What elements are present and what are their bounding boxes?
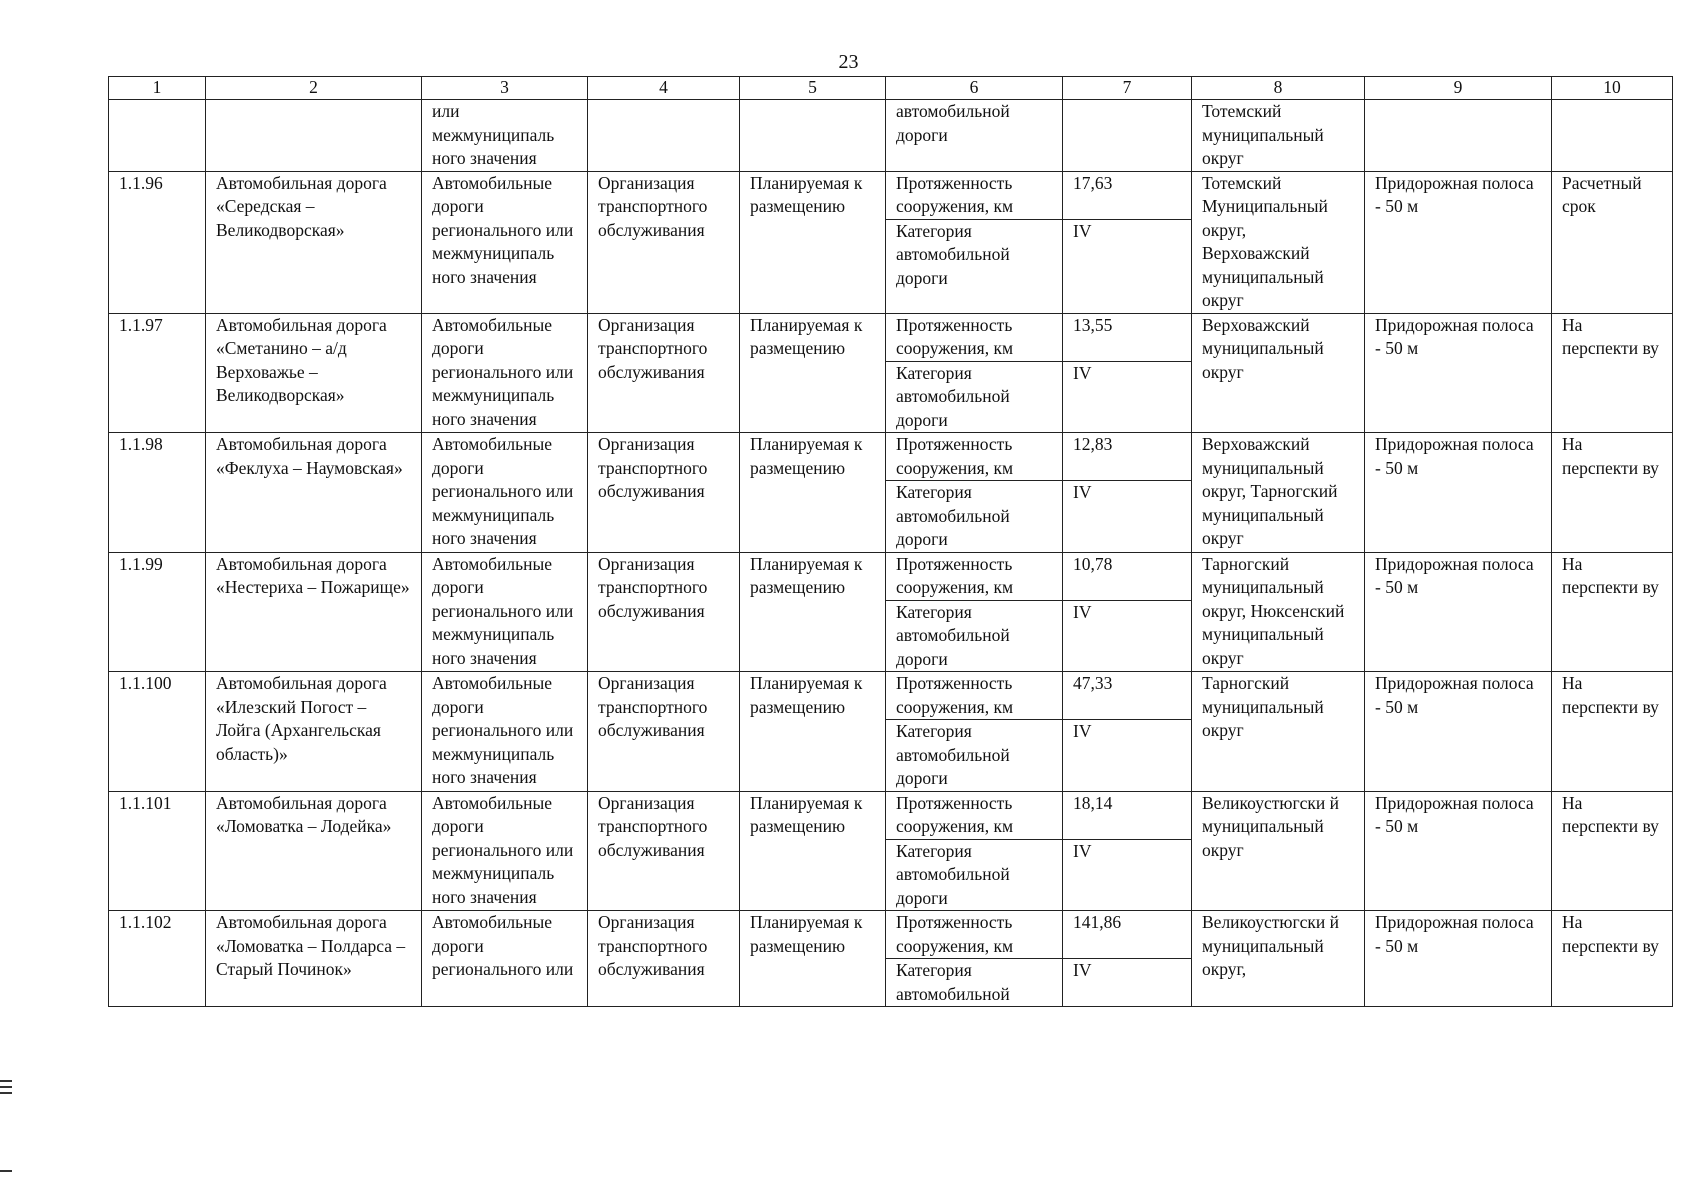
margin-mark	[0, 1170, 12, 1172]
row-number-cell: 1.1.101	[109, 791, 206, 911]
param-category-cell: Категория автомобильной дороги	[886, 219, 1063, 313]
object-name-cell: Автомобильная дорога «Середская – Великодворская»	[206, 171, 422, 313]
location-cell: Великоустюгски й муниципальный округ	[1192, 791, 1365, 911]
table-row	[109, 433, 1673, 481]
purpose-cell: Организация транспортного обслуживания	[588, 552, 740, 672]
object-type-cell: Автомобильные дороги регионального или межмуниципаль ного значения	[422, 672, 588, 792]
object-name-cell: Автомобильная дорога «Нестериха – Пожарище»	[206, 552, 422, 672]
value-category-cell: IV	[1063, 720, 1192, 792]
column-header-1: 1	[109, 77, 206, 100]
header-row	[109, 77, 1673, 100]
value-category-cell: IV	[1063, 481, 1192, 553]
location-cell: Великоустюгски й муниципальный округ,	[1192, 911, 1365, 1007]
param-length-cell: Протяженность сооружения, км	[886, 672, 1063, 720]
status-cell: Планируемая к размещению	[740, 672, 886, 792]
column-header-10: 10	[1552, 77, 1673, 100]
value-length-cell: 47,33	[1063, 672, 1192, 720]
object-type-cell: Автомобильные дороги регионального или межмуниципаль ного значения	[422, 791, 588, 911]
status-cell: Планируемая к размещению	[740, 313, 886, 433]
value-length-cell: 13,55	[1063, 313, 1192, 361]
object-name-cell: Автомобильная дорога «Ломоватка – Полдарса – Старый Починок»	[206, 911, 422, 1007]
param-length-cell: Протяженность сооружения, км	[886, 791, 1063, 839]
object-type-cell: Автомобильные дороги регионального или межмуниципаль ного значения	[422, 313, 588, 433]
column-header-8: 8	[1192, 77, 1365, 100]
term-cell: Расчетный срок	[1552, 171, 1673, 313]
param-category-cell: Категория автомобильной дороги	[886, 720, 1063, 792]
purpose-cell: Организация транспортного обслуживания	[588, 911, 740, 1007]
cont-type-cell: или межмуниципаль ного значения	[422, 100, 588, 172]
value-length-cell: 18,14	[1063, 791, 1192, 839]
param-category-cell: Категория автомобильной дороги	[886, 361, 1063, 433]
purpose-cell: Организация транспортного обслуживания	[588, 433, 740, 553]
term-cell: На перспекти ву	[1552, 313, 1673, 433]
object-type-cell: Автомобильные дороги регионального или	[422, 911, 588, 1007]
continuation-row	[109, 100, 1673, 172]
column-header-4: 4	[588, 77, 740, 100]
zone-cell: Придорожная полоса - 50 м	[1365, 313, 1552, 433]
table-row	[109, 171, 1673, 219]
row-number-cell: 1.1.98	[109, 433, 206, 553]
location-cell: Верховажский муниципальный округ, Тарногский муниципальный округ	[1192, 433, 1365, 553]
zone-cell: Придорожная полоса - 50 м	[1365, 911, 1552, 1007]
param-length-cell: Протяженность сооружения, км	[886, 552, 1063, 600]
zone-cell: Придорожная полоса - 50 м	[1365, 552, 1552, 672]
planning-table	[108, 76, 1673, 1007]
status-cell: Планируемая к размещению	[740, 791, 886, 911]
table-row	[109, 672, 1673, 720]
row-number-cell: 1.1.102	[109, 911, 206, 1007]
status-cell: Планируемая к размещению	[740, 171, 886, 313]
page-number: 23	[838, 51, 859, 73]
value-category-cell: IV	[1063, 839, 1192, 911]
value-category-cell: IV	[1063, 361, 1192, 433]
row-number-cell: 1.1.96	[109, 171, 206, 313]
location-cell: Верховажский муниципальный округ	[1192, 313, 1365, 433]
param-length-cell: Протяженность сооружения, км	[886, 171, 1063, 219]
object-type-cell: Автомобильные дороги регионального или межмуниципаль ного значения	[422, 552, 588, 672]
purpose-cell: Организация транспортного обслуживания	[588, 672, 740, 792]
row-number-cell: 1.1.100	[109, 672, 206, 792]
term-cell: На перспекти ву	[1552, 791, 1673, 911]
param-length-cell: Протяженность сооружения, км	[886, 911, 1063, 959]
value-category-cell: IV	[1063, 959, 1192, 1007]
cont-location-cell: Тотемский муниципальный округ	[1192, 100, 1365, 172]
zone-cell: Придорожная полоса - 50 м	[1365, 171, 1552, 313]
object-type-cell: Автомобильные дороги регионального или межмуниципаль ного значения	[422, 171, 588, 313]
column-header-2: 2	[206, 77, 422, 100]
margin-mark	[0, 1092, 12, 1094]
value-length-cell: 12,83	[1063, 433, 1192, 481]
cont-purpose-cell	[588, 100, 740, 172]
term-cell: На перспекти ву	[1552, 911, 1673, 1007]
margin-mark	[0, 1086, 12, 1088]
table-row	[109, 313, 1673, 361]
zone-cell: Придорожная полоса - 50 м	[1365, 791, 1552, 911]
purpose-cell: Организация транспортного обслуживания	[588, 171, 740, 313]
row-number-cell: 1.1.97	[109, 313, 206, 433]
column-header-6: 6	[886, 77, 1063, 100]
purpose-cell: Организация транспортного обслуживания	[588, 313, 740, 433]
zone-cell: Придорожная полоса - 50 м	[1365, 672, 1552, 792]
table-row	[109, 911, 1673, 959]
cont-name-cell	[206, 100, 422, 172]
column-header-7: 7	[1063, 77, 1192, 100]
object-name-cell: Автомобильная дорога «Сметанино – а/д Верховажье – Великодворская»	[206, 313, 422, 433]
term-cell: На перспекти ву	[1552, 433, 1673, 553]
value-category-cell: IV	[1063, 600, 1192, 672]
value-length-cell: 17,63	[1063, 171, 1192, 219]
location-cell: Тарногский муниципальный округ	[1192, 672, 1365, 792]
value-length-cell: 10,78	[1063, 552, 1192, 600]
object-name-cell: Автомобильная дорога «Илезский Погост – Лойга (Архангельская область)»	[206, 672, 422, 792]
table-row	[109, 552, 1673, 600]
status-cell: Планируемая к размещению	[740, 433, 886, 553]
cont-zone-cell	[1365, 100, 1552, 172]
cont-num-cell	[109, 100, 206, 172]
object-name-cell: Автомобильная дорога «Ломоватка – Лодейка»	[206, 791, 422, 911]
object-type-cell: Автомобильные дороги регионального или межмуниципаль ного значения	[422, 433, 588, 553]
location-cell: Тарногский муниципальный округ, Нюксенский муниципальный округ	[1192, 552, 1365, 672]
table-row	[109, 791, 1673, 839]
status-cell: Планируемая к размещению	[740, 552, 886, 672]
cont-param-cell: автомобильной дороги	[886, 100, 1063, 172]
row-number-cell: 1.1.99	[109, 552, 206, 672]
column-header-5: 5	[740, 77, 886, 100]
value-category-cell: IV	[1063, 219, 1192, 313]
cont-status-cell	[740, 100, 886, 172]
cont-value-cell	[1063, 100, 1192, 172]
cont-term-cell	[1552, 100, 1673, 172]
value-length-cell: 141,86	[1063, 911, 1192, 959]
margin-mark	[0, 1080, 12, 1082]
zone-cell: Придорожная полоса - 50 м	[1365, 433, 1552, 553]
column-header-3: 3	[422, 77, 588, 100]
purpose-cell: Организация транспортного обслуживания	[588, 791, 740, 911]
param-category-cell: Категория автомобильной	[886, 959, 1063, 1007]
location-cell: Тотемский Муниципальный округ, Верховажский муниципальный округ	[1192, 171, 1365, 313]
param-length-cell: Протяженность сооружения, км	[886, 433, 1063, 481]
param-length-cell: Протяженность сооружения, км	[886, 313, 1063, 361]
column-header-9: 9	[1365, 77, 1552, 100]
term-cell: На перспекти ву	[1552, 552, 1673, 672]
status-cell: Планируемая к размещению	[740, 911, 886, 1007]
param-category-cell: Категория автомобильной дороги	[886, 600, 1063, 672]
object-name-cell: Автомобильная дорога «Феклуха – Наумовская»	[206, 433, 422, 553]
param-category-cell: Категория автомобильной дороги	[886, 481, 1063, 553]
term-cell: На перспекти ву	[1552, 672, 1673, 792]
param-category-cell: Категория автомобильной дороги	[886, 839, 1063, 911]
